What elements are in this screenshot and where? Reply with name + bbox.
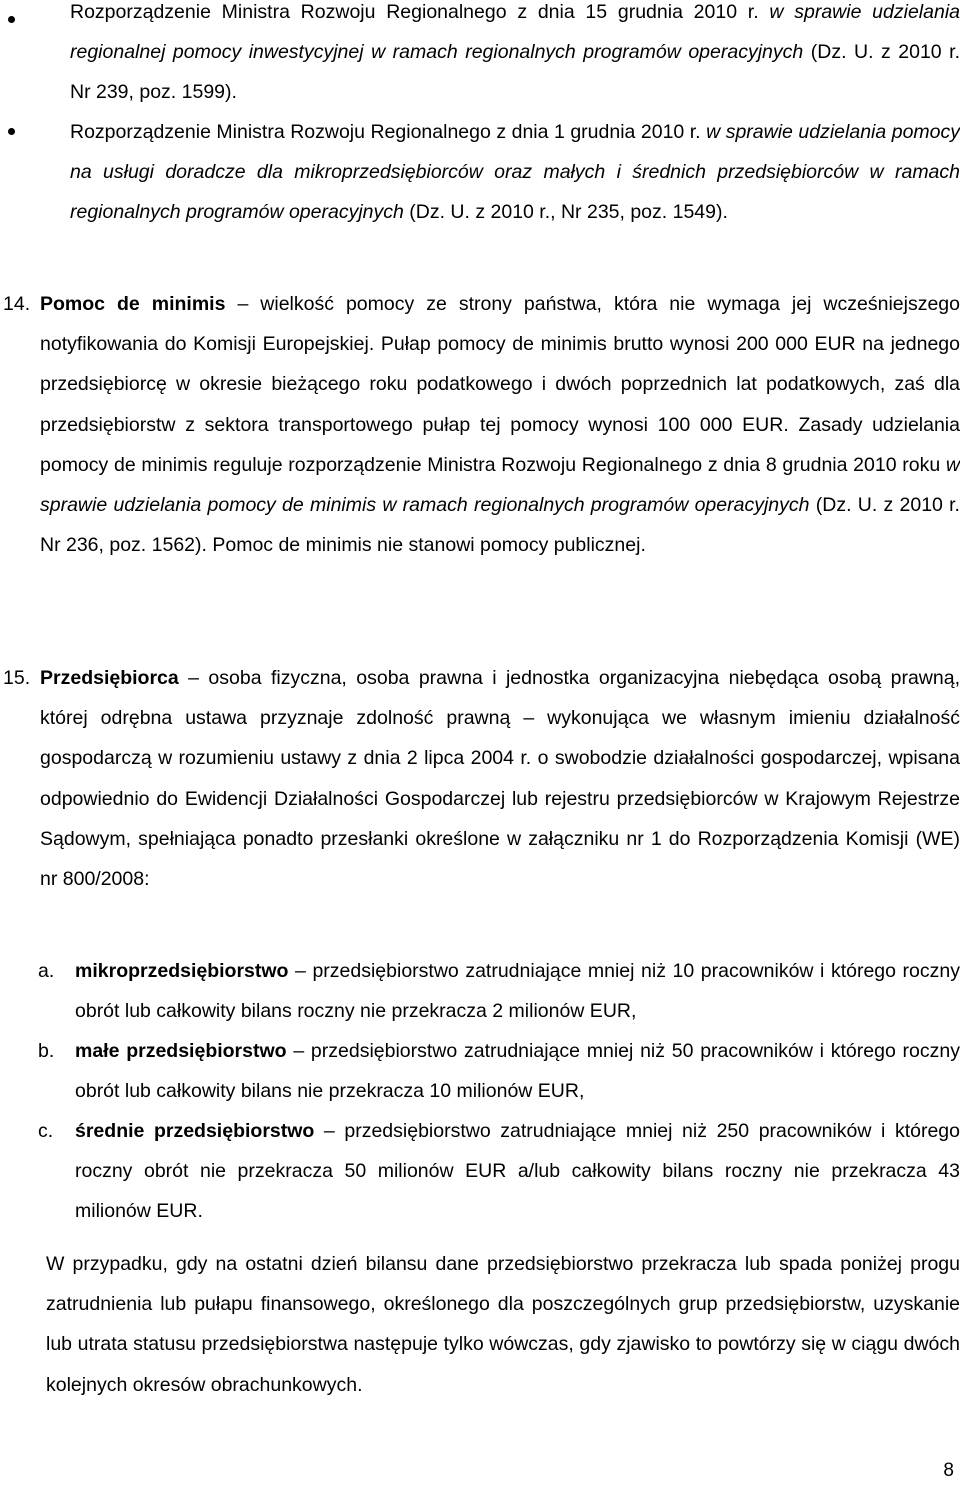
- definition-item-14: [0, 284, 960, 565]
- subitem-text: mikroprzedsiębiorstwo – przedsiębiorstwo zatrudniające mniej niż 10 pracowników i którego roczny obrót lub całkowity bilans roczny nie przekracza 2 milionów EUR,: [75, 960, 960, 1023]
- subitem-c: [0, 1111, 960, 1232]
- item-number: 14.: [3, 293, 31, 315]
- bullet-icon: [8, 128, 15, 135]
- bullet-item: [0, 0, 960, 113]
- subitem-letter: a.: [38, 960, 55, 982]
- subitem-letter: c.: [38, 1120, 54, 1142]
- definition-text: Pomoc de minimis – wielkość pomocy ze strony państwa, która nie wymaga jej wcześniejszego notyfikowania do Komisji Europejskiej. Pułap pomocy de minimis brutto wynosi 200 000 EUR na jednego przedsiębiorcę w okresie bieżącego roku podatkowego i dwóch poprzednich lat podatkowych, zaś dla przedsiębiorstw z sektora transportowego pułap tej pomocy wynosi 100 000 EUR. Zasady udzielania pomocy de minimis reguluje rozporządzenie Ministra Rozwoju Regionalnego z dnia 8 grudnia 2010 roku w sprawie udzielania pomocy de minimis w ramach regionalnych programów operacyjnych (Dz. U. z 2010 r. Nr 236, poz. 1562). Pomoc de minimis nie stanowi pomocy publicznej.: [40, 293, 960, 557]
- subitem-term: małe przedsiębiorstwo: [75, 1040, 287, 1062]
- subitem-a: [0, 951, 960, 1031]
- definition-term: Pomoc de minimis: [40, 293, 226, 315]
- bullet-icon: [8, 16, 15, 23]
- definition-term: Przedsiębiorca: [40, 667, 179, 689]
- item-number: 15.: [3, 667, 31, 689]
- bullet-text: Rozporządzenie Ministra Rozwoju Regionalnego z dnia 1 grudnia 2010 r. w sprawie udzielania pomocy na usługi doradcze dla mikroprzedsiębiorców oraz małych i średnich przedsiębiorców w ramach regionalnych programów operacyjnych (Dz. U. z 2010 r., Nr 235, poz. 1549).: [70, 121, 960, 224]
- subitem-term: mikroprzedsiębiorstwo: [75, 960, 289, 982]
- bullet-text: Rozporządzenie Ministra Rozwoju Regionalnego z dnia 15 grudnia 2010 r. w sprawie udzielania regionalnej pomocy inwestycyjnej w ramach regionalnych programów operacyjnych (Dz. U. z 2010 r. Nr 239, poz. 1599).: [70, 1, 960, 104]
- subitem-text: małe przedsiębiorstwo – przedsiębiorstwo zatrudniające mniej niż 50 pracowników i którego roczny obrót lub całkowity bilans nie przekracza 10 milionów EUR,: [75, 1040, 960, 1103]
- closing-paragraph: [46, 1244, 960, 1405]
- subitem-letter: b.: [38, 1040, 55, 1062]
- page-number: 8: [943, 1460, 954, 1481]
- definition-item-15: [0, 658, 960, 899]
- subitem-text: średnie przedsiębiorstwo – przedsiębiorstwo zatrudniające mniej niż 250 pracowników i którego roczny obrót nie przekracza 50 milionów EUR a/lub całkowity bilans roczny nie przekracza 43 milionów EUR.: [75, 1120, 960, 1223]
- bullet-item: [0, 112, 960, 233]
- closing-text: W przypadku, gdy na ostatni dzień bilansu dane przedsiębiorstwo przekracza lub spada poniżej progu zatrudnienia lub pułapu finansowego, określonego dla poszczególnych grup przedsiębiorstw, uzyskanie lub utrata statusu przedsiębiorstwa następuje tylko wówczas, gdy zjawisko to powtórzy się w ciągu dwóch kolejnych okresów obrachunkowych.: [46, 1253, 960, 1396]
- definition-text: Przedsiębiorca – osoba fizyczna, osoba prawna i jednostka organizacyjna niebędąca osobą prawną, której odrębna ustawa przyznaje zdolność prawną – wykonująca we własnym imieniu działalność gospodarczą w rozumieniu ustawy z dnia 2 lipca 2004 r. o swobodzie działalności gospodarczej, wpisana odpowiednio do Ewidencji Działalności Gospodarczej lub rejestru przedsiębiorców w Krajowym Rejestrze Sądowym, spełniająca ponadto przesłanki określone w załączniku nr 1 do Rozporządzenia Komisji (WE) nr 800/2008:: [40, 667, 960, 891]
- subitem-term: średnie przedsiębiorstwo: [75, 1120, 315, 1142]
- subitem-b: [0, 1031, 960, 1111]
